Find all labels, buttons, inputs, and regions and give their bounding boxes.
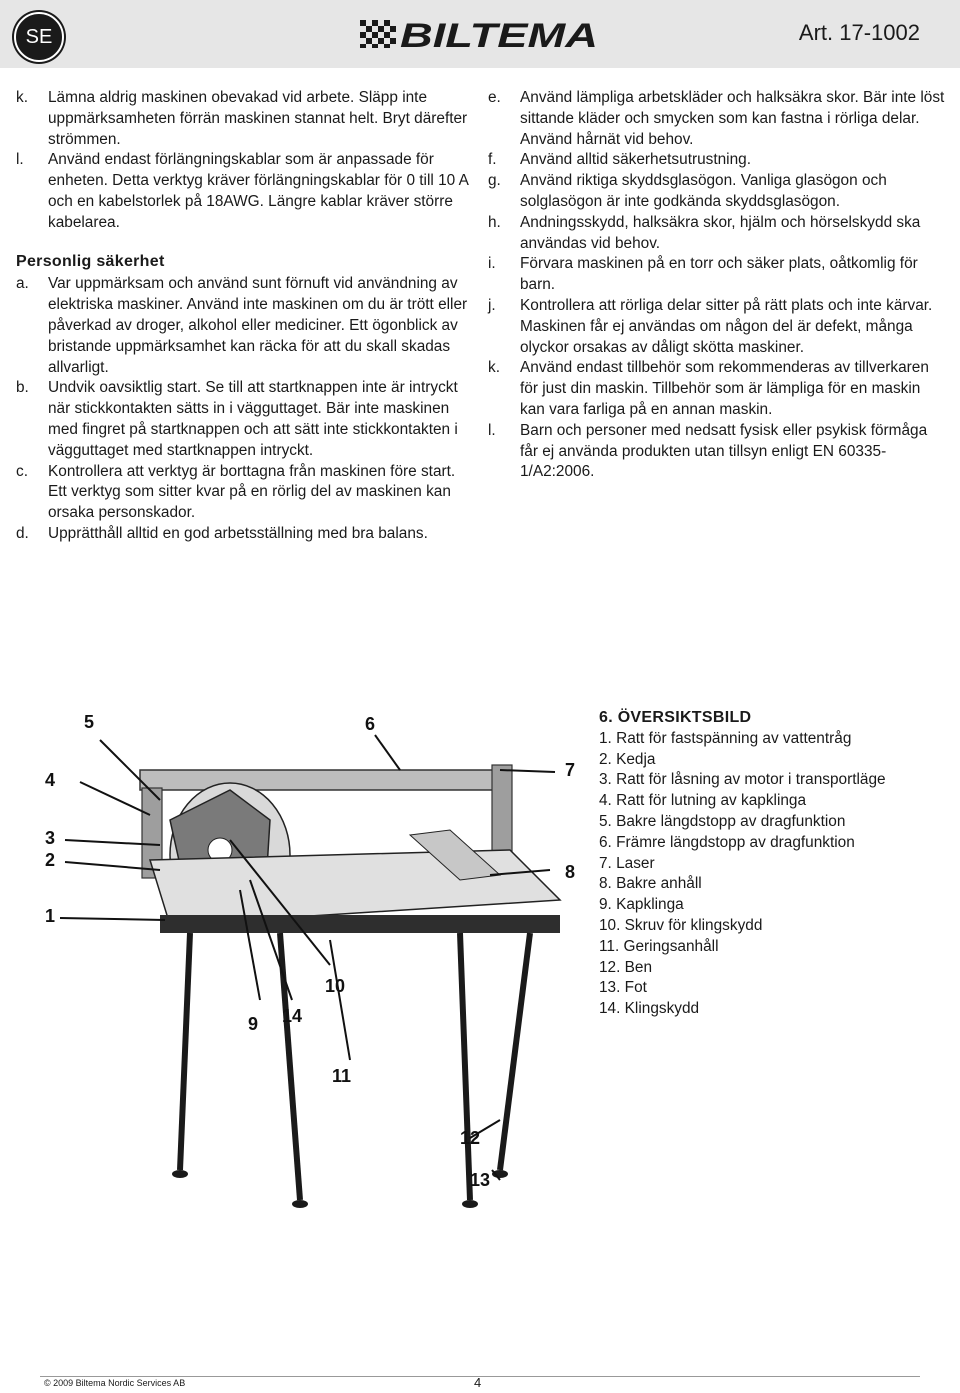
biltema-logo <box>360 18 600 50</box>
overview-part-item: 5. Bakre längdstopp av dragfunktion <box>599 812 846 830</box>
list-item-label: h. <box>488 213 501 231</box>
callout-12: 12 <box>460 1128 481 1148</box>
list-item <box>488 421 948 483</box>
list-item <box>16 524 474 545</box>
list-item-text: Barn och personer med nedsatt fysisk eller psykisk förmåga får ej använda produkten utan tillsyn enligt EN 60335-1/A2:2006. <box>520 421 928 481</box>
page-number: 4 <box>474 1375 482 1390</box>
overview-part-item: 13. Fot <box>599 979 647 997</box>
overview-part-item: 14. Klingskydd <box>599 1000 700 1018</box>
list-item-label: f. <box>488 151 497 169</box>
list-item-label: l. <box>488 421 496 439</box>
svg-text:BILTEMA: BILTEMA <box>400 18 598 50</box>
list-item-text: Var uppmärksam och använd sunt förnuft vid användning av elektriska maskiner. Använd inte maskinen om du är trött eller påverkad av droger, alkohol eller mediciner. Ett ögonblick av bristande uppmärksamhet kan räcka för att du skall skadas allvarligt. <box>48 275 468 376</box>
overview-part-item: 8. Bakre anhåll <box>599 875 702 893</box>
list-item-label: d. <box>16 524 29 542</box>
callout-9: 9 <box>248 1014 259 1034</box>
callout-8: 8 <box>565 862 576 882</box>
list-item-label: k. <box>16 89 28 106</box>
overview-part-item: 12. Ben <box>599 958 653 976</box>
list-item <box>488 358 948 420</box>
list-item-label: a. <box>16 275 29 293</box>
list-item-label: b. <box>16 379 29 397</box>
callout-2: 2 <box>45 850 56 870</box>
list-item-text: Upprätthåll alltid en god arbetsställning med bra balans. <box>48 524 428 542</box>
list-item-label: l. <box>16 151 24 169</box>
tile-saw-illustration <box>30 700 590 1220</box>
list-item-label: c. <box>16 462 28 480</box>
list-item <box>16 88 474 150</box>
list-item <box>488 171 948 213</box>
section-heading-personal-safety: Personlig säkerhet <box>16 252 165 270</box>
overview-part-item: 3. Ratt för låsning av motor i transportläge <box>599 771 886 789</box>
list-item-label: e. <box>488 89 501 106</box>
overview-part-item: 6. Främre längdstopp av dragfunktion <box>599 833 855 851</box>
list-item-text: Kontrollera att verktyg är borttagna från maskinen före start. Ett verktyg som sitter kvar på en rörlig del av maskinen kan orsaka personskador. <box>48 462 456 522</box>
list-item-label: i. <box>488 255 496 273</box>
list-item <box>16 274 474 378</box>
list-item <box>488 254 948 296</box>
language-badge: SE <box>14 12 64 62</box>
list-item-text: Använd alltid säkerhetsutrustning. <box>520 151 751 169</box>
callout-13: 13 <box>470 1170 491 1190</box>
overview-part-item: 9. Kapklinga <box>599 896 684 914</box>
list-item-label: k. <box>488 359 500 377</box>
callout-4: 4 <box>45 770 56 790</box>
page-header <box>0 0 960 68</box>
list-item-text: Andningsskydd, halksäkra skor, hjälm och hörselskydd ska användas vid behov. <box>520 213 921 252</box>
overview-part-item: 7. Laser <box>599 854 655 872</box>
article-number: Art. 17-1002 <box>798 20 920 45</box>
callout-7: 7 <box>565 760 576 780</box>
callout-14: 14 <box>282 1006 303 1026</box>
list-item-text: Använd riktiga skyddsglasögon. Vanliga glasögon och solglasögon är inte godkända skyddsglasögon. <box>520 172 887 210</box>
footer-copyright: © 2009 Biltema Nordic Services AB <box>44 1378 186 1388</box>
list-item <box>16 462 474 524</box>
left-text-column <box>16 88 474 545</box>
callout-1: 1 <box>45 906 56 926</box>
list-item-text: Lämna aldrig maskinen obevakad vid arbete. Släpp inte uppmärksamheten förrän maskinen stannat helt. Bryt därefter strömmen. <box>48 89 468 148</box>
overview-parts-list <box>599 708 939 1020</box>
list-item <box>16 150 474 233</box>
callout-11: 11 <box>332 1066 352 1086</box>
overview-part-item: 2. Kedja <box>599 750 656 768</box>
overview-part-item: 10. Skruv för klingskydd <box>599 916 763 934</box>
overview-part-item: 1. Ratt för fastspänning av vattentråg <box>599 729 852 747</box>
list-item <box>488 296 948 358</box>
list-item-label: j. <box>488 296 496 314</box>
list-item <box>488 88 948 150</box>
list-item-text: Undvik oavsiktlig start. Se till att startknappen inte är intryckt när stickkontakten sätts in i vägguttaget. Bär inte maskinen med fingret på startknappen och att sätt inte stickkontakten i vägguttaget med startknappen intryckt. <box>48 379 458 459</box>
tile-saw-drawing <box>30 700 590 1220</box>
callout-6: 6 <box>365 714 376 734</box>
list-item-label: g. <box>488 172 501 190</box>
callout-3: 3 <box>45 828 56 848</box>
overview-part-item: 11. Geringsanhåll <box>599 937 719 955</box>
overview-heading: 6. ÖVERSIKTSBILD <box>599 709 752 726</box>
callout-10: 10 <box>325 976 346 996</box>
list-item <box>488 150 948 171</box>
overview-part-item: 4. Ratt för lutning av kapklinga <box>599 792 807 810</box>
list-item-text: Använd endast förlängningskablar som är anpassade för enheten. Detta verktyg kräver förlängningskablar för 0 till 10 A och en kabelstorlek på 18AWG. Längre kablar kräver större kabelarea. <box>48 151 469 231</box>
list-item-text: Kontrollera att rörliga delar sitter på rätt plats och inte kärvar. Maskinen får ej användas om någon del är defekt, många olyckor orsakas av dåligt skötta maskiner. <box>520 296 933 356</box>
list-item-text: Använd endast tillbehör som rekommenderas av tillverkaren för just din maskin. Tillbehör som är lämpliga för en maskin kan vara farliga på en annan maskin. <box>520 359 929 418</box>
callout-5: 5 <box>84 712 95 732</box>
list-item-text: Använd lämpliga arbetskläder och halksäkra skor. Bär inte löst sittande kläder och smycken som kan fastna i rörliga delar. Använd hårnät vid behov. <box>520 89 945 148</box>
list-item-text: Förvara maskinen på en torr och säker plats, oåtkomlig för barn. <box>520 255 918 294</box>
list-item <box>488 213 948 255</box>
right-text-column <box>488 88 948 483</box>
list-item <box>16 378 474 461</box>
